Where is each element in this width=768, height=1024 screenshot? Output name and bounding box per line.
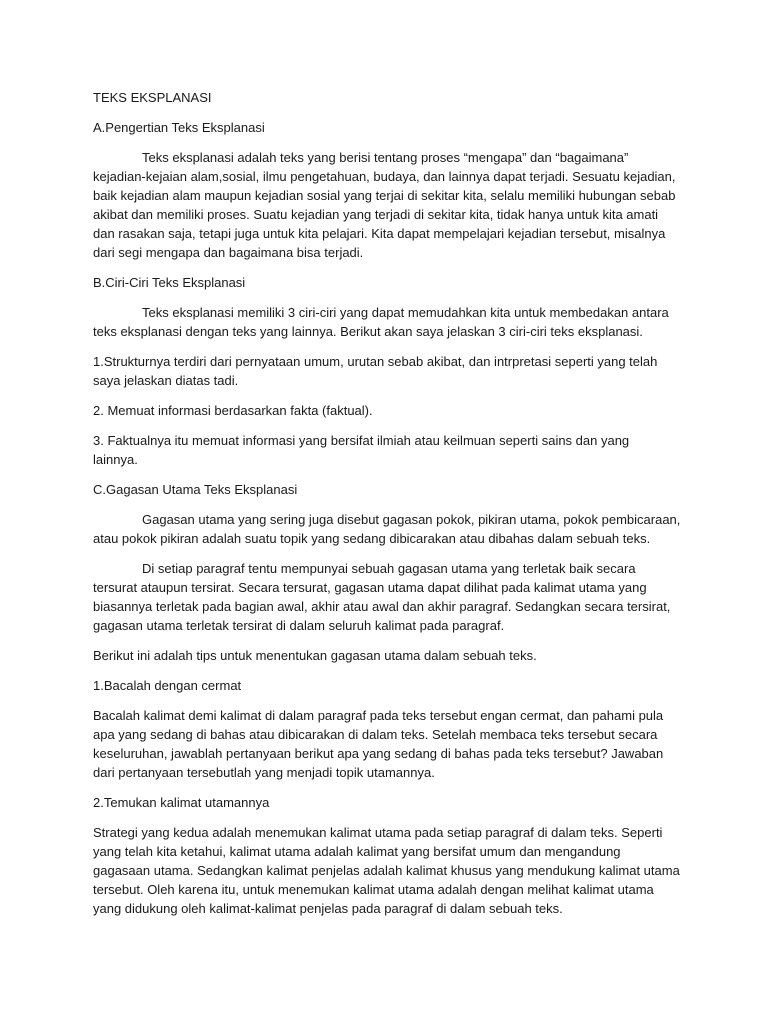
text-line: 2. Memuat informasi berdasarkan fakta (faktual). xyxy=(93,403,373,418)
section-a-heading: A.Pengertian Teks Eksplanasi xyxy=(93,120,265,135)
text-line: yang telah kita ketahui, kalimat utama adalah kalimat yang bersifat umum dan mengandung xyxy=(93,844,621,859)
text-line: tersurat ataupun tersirat. Secara tersurat, gagasan utama dapat dilihat pada kalimat utama yang xyxy=(93,580,647,595)
text-line: Gagasan utama yang sering juga disebut gagasan pokok, pikiran utama, pokok pembicaraan, xyxy=(142,512,681,527)
text-line: 1.Strukturnya terdiri dari pernyataan umum, urutan sebab akibat, dan intrpretasi seperti yang telah xyxy=(93,354,658,369)
text-line: dari segi mengapa dan bagaimana bisa terjadi. xyxy=(93,245,364,260)
text-line: Berikut ini adalah tips untuk menentukan gagasan utama dalam sebuah teks. xyxy=(93,648,537,663)
section-c-heading: C.Gagasan Utama Teks Eksplanasi xyxy=(93,482,298,497)
text-line: dan rasakan saja, tetapi juga untuk kita pelajari. Kita dapat mempelajari kejadian tersebut, misalnya xyxy=(93,226,666,241)
tip-2-body xyxy=(93,823,683,918)
text-line: gagasan utama terletak tersirat di dalam seluruh kalimat pada paragraf. xyxy=(93,618,505,633)
section-b-item-1 xyxy=(93,352,683,390)
text-line: Teks eksplanasi adalah teks yang berisi tentang proses “mengapa” dan “bagaimana” xyxy=(142,150,629,165)
text-line: Teks eksplanasi memiliki 3 ciri-ciri yang dapat memudahkan kita untuk membedakan antara xyxy=(142,305,669,320)
section-b-heading: B.Ciri-Ciri Teks Eksplanasi xyxy=(93,275,246,290)
text-line: saya jelaskan diatas tadi. xyxy=(93,373,239,388)
text-line: keseluruhan, jawablah pertanyaan berikut apa yang sedang di bahas pada teks tersebut? Jawaban xyxy=(93,746,664,761)
section-a-paragraph xyxy=(93,148,683,262)
tip-2-heading: 2.Temukan kalimat utamannya xyxy=(93,795,270,810)
section-c-tips-intro xyxy=(93,646,683,665)
text-line: baik kejadian alam maupun kejadian sosial yang terjai di sekitar kita, selalu memiliki hubungan sebab xyxy=(93,188,676,203)
document-body xyxy=(93,88,683,929)
tip-1-heading: 1.Bacalah dengan cermat xyxy=(93,678,242,693)
section-b-intro xyxy=(93,303,683,341)
section-c-paragraph-1 xyxy=(93,510,683,548)
section-b-item-2 xyxy=(93,401,683,420)
text-line: akibat dan memiliki proses. Suatu kejadian yang terjadi di sekitar kita, tidak hanya untuk kita amati xyxy=(93,207,659,222)
text-line: lainnya. xyxy=(93,452,138,467)
text-line: atau pokok pikiran adalah suatu topik yang sedang dibicarakan atau dibahas dalam sebuah teks. xyxy=(93,531,651,546)
document-title: TEKS EKSPLANASI xyxy=(93,90,212,105)
text-line: 3. Faktualnya itu memuat informasi yang bersifat ilmiah atau keilmuan seperti sains dan yang xyxy=(93,433,630,448)
tip-1-body xyxy=(93,706,683,782)
text-line: dari pertanyaan tersebutlah yang menjadi topik utamannya. xyxy=(93,765,435,780)
text-line: apa yang sedang di bahas atau dibicarakan di dalam teks. Setelah membaca teks tersebut secara xyxy=(93,727,658,742)
section-c-paragraph-2 xyxy=(93,559,683,635)
text-line: Strategi yang kedua adalah menemukan kalimat utama pada setiap paragraf di dalam teks. Seperti xyxy=(93,825,663,840)
text-line: tersebut. Oleh karena itu, untuk menemukan kalimat utama adalah dengan melihat kalimat utama xyxy=(93,882,654,897)
text-line: Di setiap paragraf tentu mempunyai sebuah gagasan utama yang terletak baik secara xyxy=(142,561,636,576)
text-line: biasannya terletak pada bagian awal, akhir atau awal dan akhir paragraf. Sedangkan secara tersirat, xyxy=(93,599,671,614)
section-b-item-3 xyxy=(93,431,683,469)
text-line: yang didukung oleh kalimat-kalimat penjelas pada paragraf di dalam sebuah teks. xyxy=(93,901,563,916)
text-line: kejadian-kejaian alam,sosial, ilmu pengetahuan, budaya, dan lainnya dapat terjadi. Sesuatu kejadian, xyxy=(93,169,676,184)
text-line: teks eksplanasi dengan teks yang lainnya. Berikut akan saya jelaskan 3 ciri-ciri teks eksplanasi. xyxy=(93,324,643,339)
text-line: gagasaan utama. Sedangkan kalimat penjelas adalah kalimat khusus yang mendukung kalimat utama xyxy=(93,863,680,878)
text-line: Bacalah kalimat demi kalimat di dalam paragraf pada teks tersebut engan cermat, dan pahami pula xyxy=(93,708,664,723)
